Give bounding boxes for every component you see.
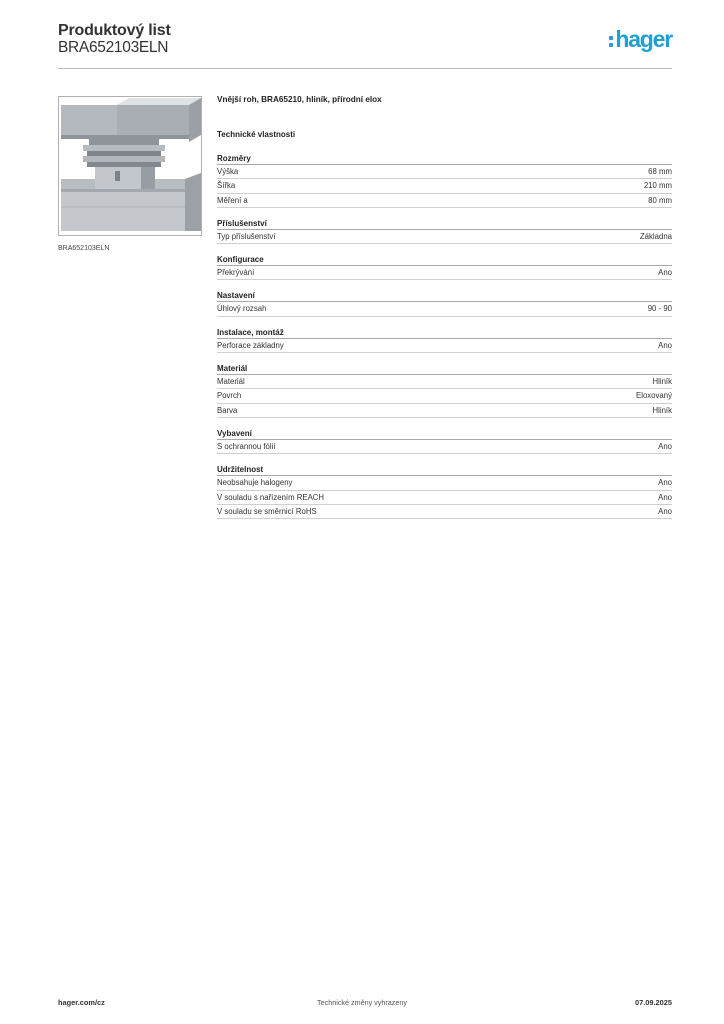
section-sustainability — [217, 464, 672, 519]
spec-value: Ano — [658, 506, 672, 516]
spec-row — [217, 389, 672, 403]
spec-row — [217, 476, 672, 490]
spec-label: Materiál — [217, 377, 245, 387]
spec-label: S ochrannou fólií — [217, 441, 276, 451]
spec-label: Perforace základny — [217, 340, 284, 350]
section-title: Příslušenství — [217, 218, 672, 230]
technical-properties-title: Technické vlastnosti — [217, 130, 296, 139]
spec-value: Ano — [658, 441, 672, 451]
section-settings — [217, 290, 672, 316]
section-title: Udržitelnost — [217, 464, 672, 476]
product-image — [58, 96, 202, 236]
spec-row — [217, 440, 672, 454]
spec-label: Barva — [217, 405, 238, 415]
logo-text: hager — [615, 26, 672, 52]
spec-row — [217, 339, 672, 353]
section-title: Rozměry — [217, 153, 672, 165]
spec-row — [217, 179, 672, 193]
section-accessories — [217, 218, 672, 244]
spec-row — [217, 404, 672, 418]
spec-label: Povrch — [217, 391, 242, 401]
section-title: Konfigurace — [217, 254, 672, 266]
hager-logo — [609, 28, 672, 51]
footer-notice: Technické změny vyhrazeny — [317, 998, 407, 1007]
spec-value: Ano — [658, 268, 672, 278]
spec-row — [217, 230, 672, 244]
logo-dots-icon — [609, 36, 613, 47]
footer-date: 07.09.2025 — [635, 998, 672, 1007]
spec-label: Překrývání — [217, 268, 255, 278]
section-configuration — [217, 254, 672, 280]
spec-label: V souladu s nařízením REACH — [217, 492, 325, 502]
spec-row — [217, 375, 672, 389]
product-description: Vnější roh, BRA65210, hliník, přírodní elox — [217, 95, 382, 104]
section-title: Nastavení — [217, 290, 672, 302]
spec-value: Ano — [658, 478, 672, 488]
image-caption: BRA652103ELN — [58, 245, 110, 252]
section-dimensions — [217, 153, 672, 208]
spec-value: Hliník — [652, 377, 672, 387]
spec-value: 80 mm — [648, 195, 672, 205]
spec-value: Ano — [658, 340, 672, 350]
spec-label: Šířka — [217, 181, 236, 191]
spec-value: Eloxovaný — [636, 391, 672, 401]
section-title: Materiál — [217, 363, 672, 375]
spec-row — [217, 165, 672, 179]
section-installation — [217, 327, 672, 353]
footer-website: hager.com/cz — [58, 998, 105, 1007]
spec-content — [217, 95, 672, 519]
section-title: Vybavení — [217, 428, 672, 440]
spec-row — [217, 302, 672, 316]
header-divider — [58, 68, 672, 69]
spec-label: V souladu se směrnicí RoHS — [217, 506, 317, 516]
spec-label: Úhlový rozsah — [217, 304, 267, 314]
spec-value: Základna — [639, 231, 672, 241]
spec-value: 68 mm — [648, 167, 672, 176]
spec-value: Ano — [658, 492, 672, 502]
spec-value: 210 mm — [643, 181, 672, 191]
page-title: Produktový list — [58, 22, 171, 39]
spec-row — [217, 194, 672, 208]
section-material — [217, 363, 672, 418]
spec-row — [217, 266, 672, 280]
spec-row — [217, 491, 672, 505]
spec-value: Hliník — [652, 405, 672, 415]
spec-row — [217, 505, 672, 519]
spec-label: Výška — [217, 167, 239, 176]
section-equipment — [217, 428, 672, 454]
spec-label: Typ příslušenství — [217, 231, 276, 241]
section-title: Instalace, montáž — [217, 327, 672, 339]
spec-value: 90 - 90 — [647, 304, 672, 314]
spec-label: Měření a — [217, 195, 248, 205]
product-code: BRA652103ELN — [58, 39, 169, 56]
spec-label: Neobsahuje halogeny — [217, 478, 293, 488]
